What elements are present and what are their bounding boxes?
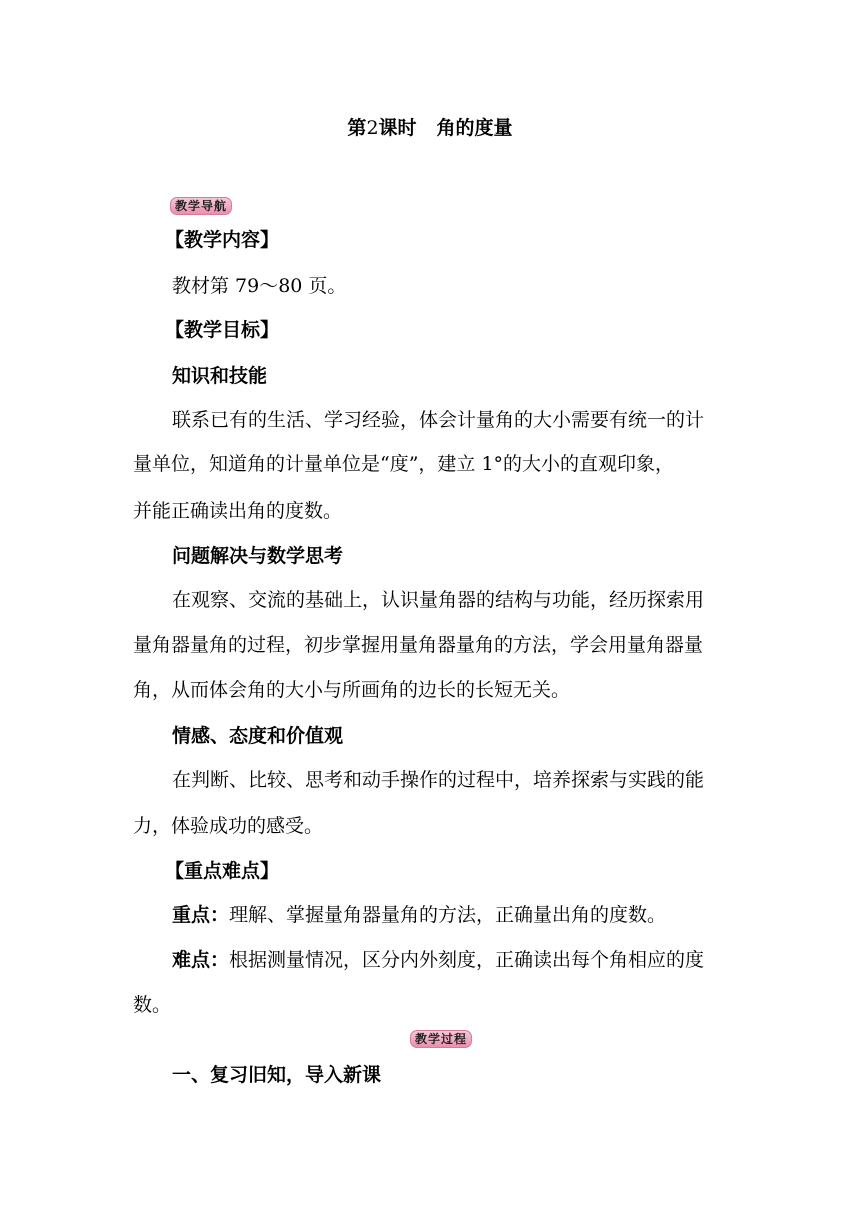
title-prefix: 第 — [347, 117, 367, 139]
difficulty-line-2: 数。 — [133, 994, 172, 1016]
emotion-line-1: 在判断、比较、思考和动手操作的过程中，培养探索与实践的能 — [172, 769, 705, 791]
teaching-guide-badge: 教学导航 — [170, 197, 232, 215]
title-suffix: 课时 — [378, 117, 417, 139]
emotion-line-2: 力，体验成功的感受。 — [133, 815, 324, 837]
difficulty-text-1: 根据测量情况，区分内外刻度，正确读出每个角相应的度 — [229, 949, 705, 971]
knowledge-line-2: 量单位，知道角的计量单位是“度”，建立 1°的大小的直观印象， — [133, 453, 675, 475]
problem-heading: 问题解决与数学思考 — [172, 545, 344, 567]
difficulty-label: 难点： — [172, 949, 230, 971]
key-point-label: 重点： — [172, 904, 230, 926]
step1-heading: 一、复习旧知，导入新课 — [172, 1064, 382, 1086]
problem-line-2: 量角器量角的过程，初步掌握用量角器量角的方法，学会用量角器量 — [133, 634, 704, 656]
difficulty-line-1 — [172, 946, 772, 975]
emotion-heading: 情感、态度和价值观 — [172, 725, 344, 747]
key-difficulty-heading: 【重点难点】 — [165, 860, 280, 882]
lesson-title — [0, 114, 860, 142]
teaching-process-badge: 教学过程 — [410, 1030, 472, 1048]
goals-heading: 【教学目标】 — [165, 319, 280, 341]
knowledge-heading: 知识和技能 — [172, 365, 268, 387]
title-name: 角的度量 — [436, 117, 513, 139]
title-number: 2 — [366, 117, 379, 139]
problem-line-1: 在观察、交流的基础上，认识量角器的结构与功能，经历探索用 — [172, 589, 705, 611]
key-point-line — [172, 901, 772, 930]
key-point-text: 理解、掌握量角器量角的方法，正确量出角的度数。 — [229, 904, 667, 926]
knowledge-line-3: 并能正确读出角的度数。 — [133, 500, 343, 522]
problem-line-3: 角，从而体会角的大小与所画角的边长的长短无关。 — [133, 679, 571, 701]
content-heading: 【教学内容】 — [165, 229, 280, 251]
content-text: 教材第 79～80 页。 — [172, 275, 347, 297]
knowledge-line-1: 联系已有的生活、学习经验，体会计量角的大小需要有统一的计 — [172, 409, 705, 431]
